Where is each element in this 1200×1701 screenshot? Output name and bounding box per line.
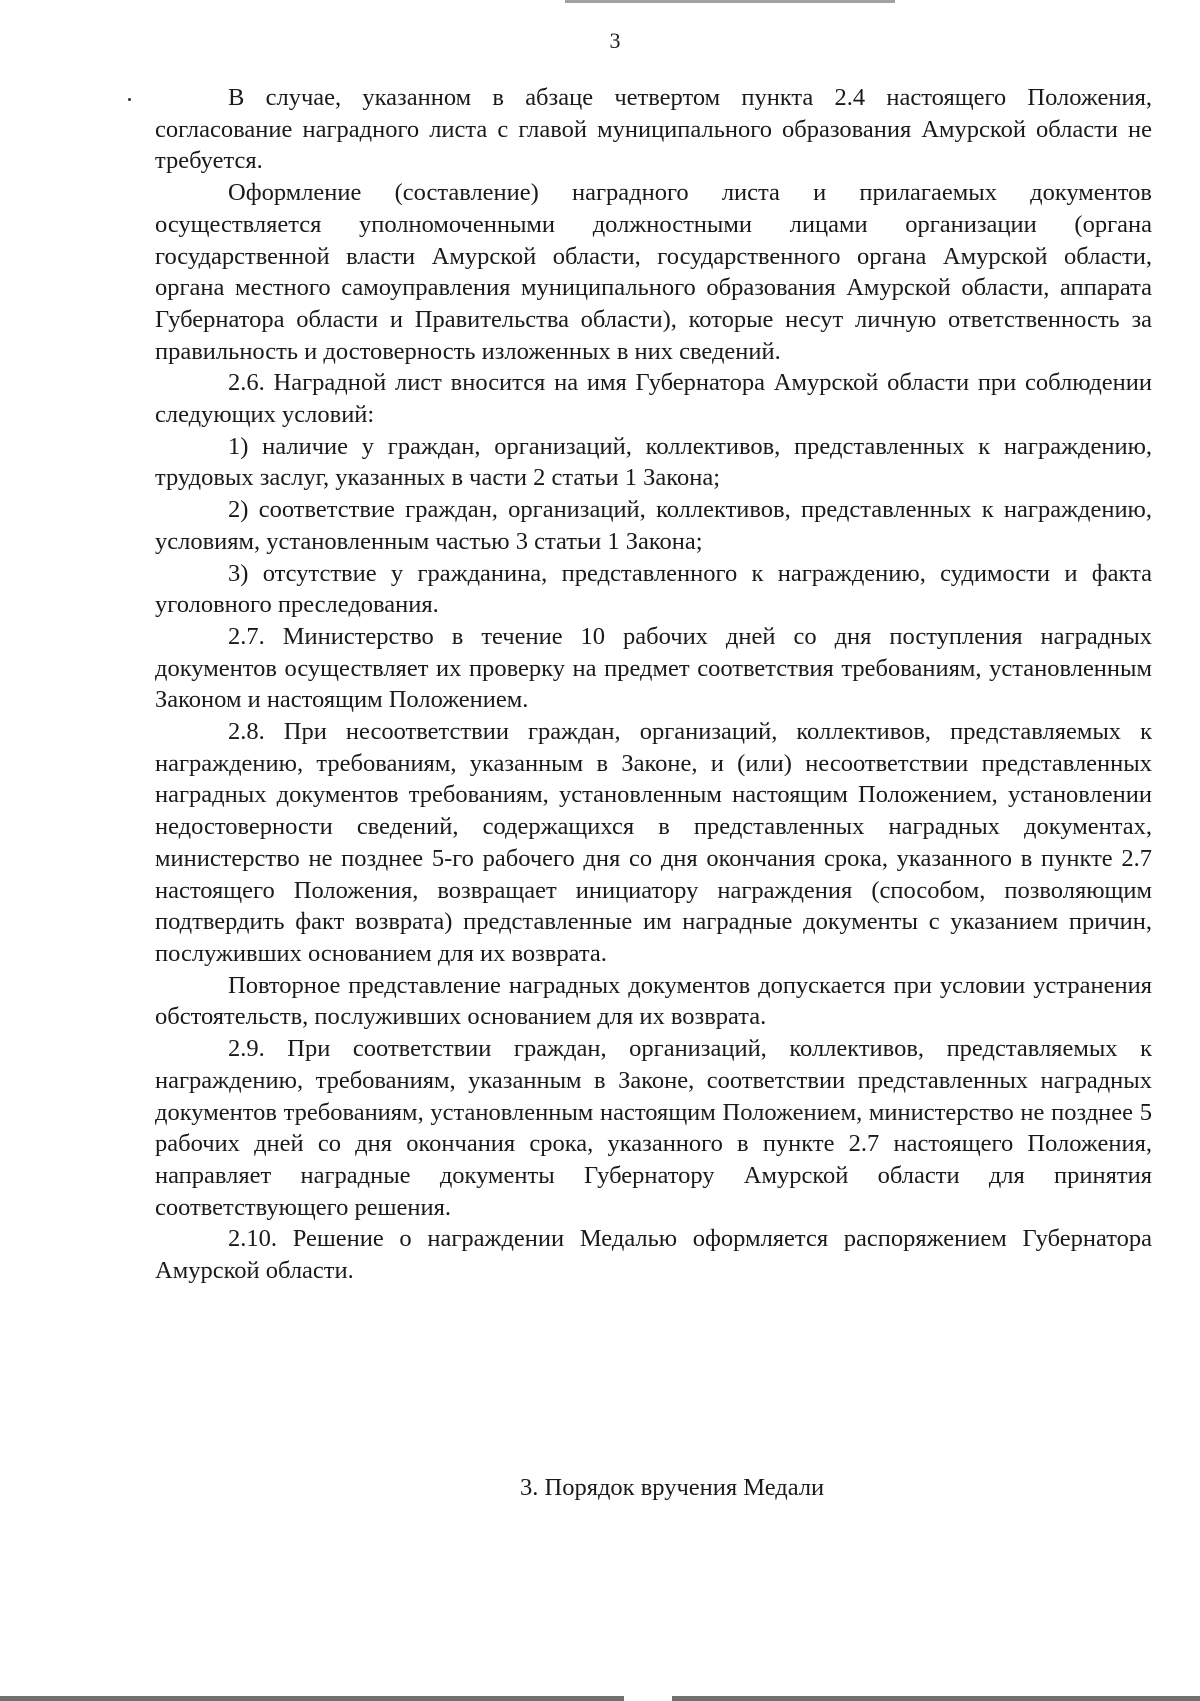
document-body xyxy=(155,82,1152,1287)
paragraph-resubmission: Повторное представление наградных документов допускается при условии устранения обстоятельств, послуживших основанием для их возврата. xyxy=(155,971,1152,1031)
paragraph-2-4-note: В случае, указанном в абзаце четвертом пункта 2.4 настоящего Положения, согласование наградного листа с главой муниципального образования Амурской области не требуется. xyxy=(155,84,1152,175)
paragraph-2-10: 2.10. Решение о награждении Медалью оформляется распоряжением Губернатора Амурской области. xyxy=(155,1225,1152,1285)
scan-edge-artifact-top xyxy=(565,0,895,3)
paragraph-2-6-item-3: 3) отсутствие у гражданина, представленного к награждению, судимости и факта уголовного преследования. xyxy=(155,559,1152,619)
scan-speck xyxy=(128,98,131,101)
scan-edge-artifact-bottom xyxy=(0,1696,1200,1701)
page-number: 3 xyxy=(609,28,621,53)
paragraph-2-8: 2.8. При несоответствии граждан, организаций, коллективов, представляемых к награждению, требованиям, указанным в Законе, и (или) несоответствии представленных наградных документов требованиям, установленным настоящим Положением, установлении недостоверности сведений, содержащихся в представленных наградных документах, министерство не позднее 5-го рабочего дня со дня окончания срока, указанного в пункте 2.7 настоящего Положения, возвращает инициатору награждения (способом, позволяющим подтвердить факт возврата) представленные им наградные документы с указанием причин, послуживших основанием для их возврата. xyxy=(155,718,1152,967)
section-heading: 3. Порядок вручения Медали xyxy=(520,1474,825,1501)
paragraph-2-6-item-2: 2) соответствие граждан, организаций, коллективов, представленных к награждению, условиям, установленным частью 3 статьи 1 Закона; xyxy=(155,496,1152,555)
paragraph-2-6-item-1: 1) наличие у граждан, организаций, коллективов, представленных к награждению, трудовых заслуг, указанных в части 2 статьи 1 Закона; xyxy=(155,432,1152,492)
paragraph-2-6: 2.6. Наградной лист вносится на имя Губернатора Амурской области при соблюдении следующих условий: xyxy=(155,369,1152,429)
paragraph-2-7: 2.7. Министерство в течение 10 рабочих дней со дня поступления наградных документов осуществляет их проверку на предмет соответствия требованиям, установленным Законом и настоящим Положением. xyxy=(155,622,1152,714)
paragraph-2-9: 2.9. При соответствии граждан, организаций, коллективов, представляемых к награждению, требованиям, указанным в Законе, соответствии представленных наградных документов требованиям, установленным настоящим Положением, министерство не позднее 5 рабочих дней со дня окончания срока, указанного в пункте 2.7 настоящего Положения, направляет наградные документы Губернатору Амурской области для принятия соответствующего решения. xyxy=(155,1035,1152,1221)
paragraph-award-sheet-preparation: Оформление (составление) наградного листа и прилагаемых документов осуществляется уполномоченными должностными лицами организации (органа государственной власти Амурской области, государственного органа Амурской области, органа местного самоуправления муниципального образования Амурской области, аппарата Губернатора области и Правительства области), которые несут личную ответственность за правильность и достоверность изложенных в них сведений. xyxy=(155,179,1152,365)
